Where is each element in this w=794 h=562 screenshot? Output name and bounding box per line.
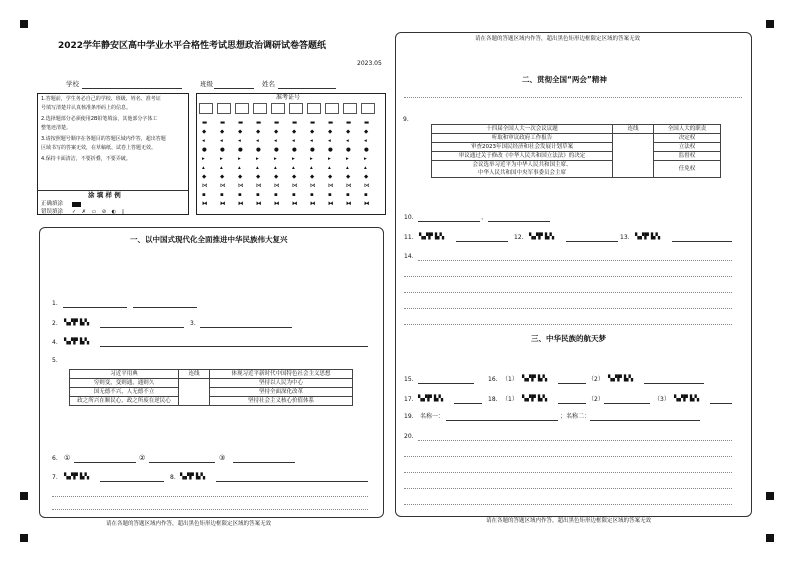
right-footer-note: 请在各题的答题区域内作答，超出黑色矩形边框限定区域的答案无效 xyxy=(486,518,652,524)
exam-digit-bubble[interactable]: ▬ xyxy=(364,120,370,126)
exam-digit-bubble[interactable]: ● xyxy=(292,147,297,153)
q3-answer[interactable] xyxy=(200,327,292,328)
exam-digit-bubble[interactable]: ◆ xyxy=(238,129,243,135)
exam-number-cell[interactable] xyxy=(307,103,321,114)
exam-digit-bubble[interactable]: ● xyxy=(238,147,243,153)
exam-digit-bubble[interactable]: ▸ xyxy=(346,156,349,162)
q16-part-1-label: （1） xyxy=(502,376,518,383)
q14-label: 14. xyxy=(404,253,414,260)
q7-number: 7. xyxy=(52,474,58,481)
exam-digit-bubble[interactable]: ▪ xyxy=(220,192,224,198)
q19-number: 19. xyxy=(404,413,414,420)
answer-line[interactable] xyxy=(404,276,732,277)
exam-digit-bubble[interactable]: ▴ xyxy=(292,165,295,171)
exam-digit-bubble[interactable]: ◆ xyxy=(292,129,297,135)
exam-digit-bubble[interactable]: ◆ xyxy=(346,129,351,135)
q16-part-1-choice-icon[interactable]: ▚▞▛ ▙▚ xyxy=(522,375,548,382)
exam-number-label: 准考证号 xyxy=(276,94,301,101)
q4-answer[interactable] xyxy=(100,346,368,347)
q16-part-1-answer[interactable] xyxy=(558,383,586,384)
exam-digit-bubble[interactable]: ◂ xyxy=(292,138,295,144)
q12-choice-bubbles-icon[interactable]: ▚▞▛ ▙▚ xyxy=(529,233,555,240)
answer-line[interactable] xyxy=(404,292,732,293)
q13-answer[interactable] xyxy=(672,241,732,242)
q6-circle-3: ③ xyxy=(219,454,226,462)
exam-digit-bubble[interactable]: ◆ xyxy=(346,174,351,180)
exam-number-cell[interactable] xyxy=(325,103,339,114)
exam-digit-bubble[interactable]: ⧓ xyxy=(328,201,334,207)
right-answer-region xyxy=(395,32,752,517)
exam-digit-bubble[interactable]: ⋈ xyxy=(364,183,370,189)
exam-digit-bubble[interactable]: ▪ xyxy=(328,192,332,198)
section2-divider xyxy=(404,97,742,98)
q19-name2-answer[interactable] xyxy=(590,420,700,421)
exam-digit-bubble[interactable]: ◂ xyxy=(220,138,223,144)
exam-digit-bubble[interactable]: ◂ xyxy=(310,138,313,144)
q5-thought: 坚持以人民为中心 xyxy=(210,379,353,388)
exam-digit-bubble[interactable]: ▸ xyxy=(256,156,259,162)
q16-part-2-choice-icon[interactable]: ▚▞▛ ▙▚ xyxy=(608,375,634,382)
exam-digit-bubble[interactable]: ▪ xyxy=(202,192,206,198)
exam-digit-bubble[interactable]: ◆ xyxy=(274,129,279,135)
exam-number-cell[interactable] xyxy=(235,103,249,114)
note-line: 3.请按照题号顺序在各题目的答题区域内作答，超出答题 xyxy=(41,136,166,142)
exam-digit-bubble[interactable]: ◆ xyxy=(364,174,369,180)
q1-answer-b[interactable] xyxy=(133,307,197,308)
q8-choice-bubbles-icon[interactable]: ▚▞▛ ▙▚ xyxy=(180,473,206,480)
answer-line[interactable] xyxy=(404,472,732,473)
note-line: 区域书写的答案无效，在草稿纸、试卷上答题无效。 xyxy=(41,145,157,151)
exam-digit-bubble[interactable]: ◆ xyxy=(220,174,225,180)
exam-digit-bubble[interactable]: ▴ xyxy=(220,165,223,171)
exam-digit-bubble[interactable]: ▬ xyxy=(274,120,280,126)
q17-number: 17. xyxy=(404,396,414,403)
exam-digit-bubble[interactable]: ◆ xyxy=(202,174,207,180)
exam-digit-bubble[interactable]: ◆ xyxy=(328,174,333,180)
q12-answer[interactable] xyxy=(566,241,618,242)
q6-circle-2: ② xyxy=(139,454,146,462)
q11-number: 11. xyxy=(404,234,414,241)
correct-fill-label: 正确填涂 xyxy=(41,201,64,207)
q9-number: 9. xyxy=(403,116,409,123)
q9-duty: 监督权 xyxy=(654,152,721,161)
q11-answer[interactable] xyxy=(456,241,508,242)
q6-answer-1[interactable] xyxy=(74,462,136,463)
q18-part-1-answer[interactable] xyxy=(558,403,586,404)
exam-digit-bubble[interactable]: ▴ xyxy=(202,165,205,171)
exam-digit-bubble[interactable]: ▴ xyxy=(328,165,331,171)
exam-number-cell[interactable] xyxy=(271,103,285,114)
exam-digit-bubble[interactable]: ⋈ xyxy=(274,183,280,189)
q2-number: 2. xyxy=(52,320,58,327)
correct-fill-sample xyxy=(72,202,81,207)
q18-part-1-label: （1） xyxy=(502,396,518,403)
q20-number: 20. xyxy=(404,433,414,440)
exam-digit-bubble[interactable]: ▸ xyxy=(220,156,223,162)
exam-number-cell[interactable] xyxy=(289,103,303,114)
registration-mark-mid-left xyxy=(20,492,28,500)
q19-name1-answer[interactable] xyxy=(446,420,558,421)
page-title: 2022学年静安区高中学业水平合格性考试思想政治调研试卷答题纸 xyxy=(58,41,327,51)
q4-choice-bubbles-icon[interactable]: ▚▞▛ ▙▚ xyxy=(64,338,90,345)
q1-number: 1. xyxy=(52,300,58,307)
answer-line[interactable] xyxy=(404,504,732,505)
exam-digit-bubble[interactable]: ● xyxy=(256,147,261,153)
q9-duty: 立法权 xyxy=(654,143,721,152)
q9-topic: 中华人民共和国中央军事委员会主席 xyxy=(432,169,613,178)
exam-digit-bubble[interactable]: ▴ xyxy=(364,165,367,171)
q5-header-quote: 习近平用典 xyxy=(70,370,179,379)
exam-digit-bubble[interactable]: ● xyxy=(202,147,207,153)
q19-name1-label: 名称一： xyxy=(420,413,445,420)
q5-matching-table xyxy=(69,369,353,406)
exam-digit-bubble[interactable]: ◆ xyxy=(328,129,333,135)
exam-digit-bubble[interactable]: ▸ xyxy=(328,156,331,162)
q15-answer[interactable] xyxy=(418,383,474,384)
q5-thought: 坚持社会主义核心价值体系 xyxy=(210,397,353,406)
q9-duty: 任免权 xyxy=(654,161,721,178)
exam-digit-bubble[interactable]: ● xyxy=(364,147,369,153)
name-label: 姓名 xyxy=(262,80,275,88)
section2-title: 二、贯彻全国“两会”精神 xyxy=(522,75,607,84)
q17-answer[interactable] xyxy=(454,403,482,404)
q6-answer-2[interactable] xyxy=(149,462,215,463)
q16-part-2-label: （2） xyxy=(588,376,604,383)
exam-digit-bubble[interactable]: ▴ xyxy=(274,165,277,171)
q5-number: 5. xyxy=(52,357,58,364)
exam-digit-bubble[interactable]: ⋈ xyxy=(202,183,208,189)
q2-choice-bubbles-icon[interactable]: ▚▞▛ ▙▚ xyxy=(64,319,90,326)
q10-separator: 、 xyxy=(481,214,488,221)
exam-digit-bubble[interactable]: ▸ xyxy=(364,156,367,162)
q9-matching-table xyxy=(431,124,721,178)
exam-digit-bubble[interactable]: ▪ xyxy=(274,192,278,198)
exam-digit-bubble[interactable]: ⧓ xyxy=(238,201,244,207)
note-line: 4.保持卡面清洁，不要折叠，不要弄破。 xyxy=(41,156,131,162)
exam-digit-bubble[interactable]: ◂ xyxy=(346,138,349,144)
q13-choice-bubbles-icon[interactable]: ▚▞▛ ▙▚ xyxy=(635,233,661,240)
exam-digit-bubble[interactable]: ⧓ xyxy=(220,201,226,207)
exam-digit-bubble[interactable]: ▬ xyxy=(256,120,262,126)
q18-part-1-choice-icon[interactable]: ▚▞▛ ▙▚ xyxy=(522,395,548,402)
exam-digit-bubble[interactable]: ▴ xyxy=(310,165,313,171)
q9-link-area[interactable] xyxy=(613,134,654,178)
answer-line[interactable] xyxy=(418,260,732,261)
exam-digit-bubble[interactable]: ◂ xyxy=(202,138,205,144)
section1-title: 一、以中国式现代化全面推进中华民族伟大复兴 xyxy=(130,235,288,244)
exam-number-cell[interactable] xyxy=(343,103,357,114)
exam-digit-bubble[interactable]: ◆ xyxy=(274,174,279,180)
q6-circle-1: ① xyxy=(64,454,71,462)
exam-digit-bubble[interactable]: ◆ xyxy=(310,129,315,135)
exam-digit-bubble[interactable]: ▬ xyxy=(328,120,334,126)
exam-digit-bubble[interactable]: ▪ xyxy=(238,192,242,198)
exam-digit-bubble[interactable]: ◂ xyxy=(238,138,241,144)
exam-number-cell[interactable] xyxy=(217,103,231,114)
q5-quote: 国无德不兴，人无德不立 xyxy=(70,388,179,397)
exam-digit-bubble[interactable]: ◆ xyxy=(238,174,243,180)
exam-digit-bubble[interactable]: ▬ xyxy=(220,120,226,126)
exam-digit-bubble[interactable]: ▬ xyxy=(346,120,352,126)
q18-part-3-answer[interactable] xyxy=(710,403,732,404)
answer-line[interactable] xyxy=(404,324,732,325)
q18-part-3-choice-icon[interactable]: ▚▞▛ ▙▚ xyxy=(674,395,700,402)
exam-digit-bubble[interactable]: ⋈ xyxy=(328,183,334,189)
q15-number: 15. xyxy=(404,376,414,383)
exam-digit-bubble[interactable]: ● xyxy=(274,147,279,153)
answer-line[interactable] xyxy=(404,308,732,309)
exam-number-cell[interactable] xyxy=(199,103,213,114)
exam-digit-bubble[interactable]: ▴ xyxy=(346,165,349,171)
exam-digit-bubble[interactable]: ● xyxy=(346,147,351,153)
q9-topic: 听取和审议政府工作报告 xyxy=(432,134,613,143)
exam-digit-bubble[interactable]: ⋈ xyxy=(220,183,226,189)
q4-number: 4. xyxy=(52,339,58,346)
q8-number: 8. xyxy=(170,474,176,481)
q16-number: 16. xyxy=(488,376,498,383)
exam-digit-bubble[interactable]: ⧓ xyxy=(202,201,208,207)
q10-number: 10. xyxy=(404,214,414,221)
exam-digit-bubble[interactable]: ▪ xyxy=(292,192,296,198)
exam-digit-bubble[interactable]: ▸ xyxy=(274,156,277,162)
q9-topic: 审查2023年国民经济和社会发展计划草案 xyxy=(432,143,613,152)
exam-digit-bubble[interactable]: ⧓ xyxy=(274,201,280,207)
exam-digit-bubble[interactable]: ◂ xyxy=(328,138,331,144)
exam-digit-bubble[interactable]: ◆ xyxy=(364,129,369,135)
exam-digit-bubble[interactable]: ⋈ xyxy=(238,183,244,189)
q5-quote: 政之所兴在顺民心，政之所废在逆民心 xyxy=(70,397,179,406)
registration-mark-bottom-left xyxy=(20,534,28,542)
exam-digit-bubble[interactable]: ⋈ xyxy=(292,183,298,189)
q17-choice-bubbles-icon[interactable]: ▚▞▛ ▙▚ xyxy=(418,395,444,402)
q7-choice-bubbles-icon[interactable]: ▚▞▛ ▙▚ xyxy=(64,473,90,480)
q9-header-topic: 十四届全国人大一次会议议题 xyxy=(432,125,613,134)
exam-digit-bubble[interactable]: ▸ xyxy=(310,156,313,162)
q5-link-area[interactable] xyxy=(179,379,210,406)
exam-digit-bubble[interactable]: ⋈ xyxy=(346,183,352,189)
registration-mark-mid-right xyxy=(766,492,774,500)
q18-number: 18. xyxy=(488,396,498,403)
q1-answer-a[interactable] xyxy=(63,307,127,308)
q7-answer[interactable] xyxy=(100,481,164,482)
q6-number: 6. xyxy=(52,455,58,462)
q18-part-3-label: （3） xyxy=(654,396,670,403)
fill-sample-title: 涂 填 样 例 xyxy=(88,191,121,199)
exam-digit-bubble[interactable]: ◆ xyxy=(292,174,297,180)
registration-mark-top-left xyxy=(20,20,28,28)
exam-digit-bubble[interactable]: ● xyxy=(220,147,225,153)
exam-digit-bubble[interactable]: ● xyxy=(310,147,315,153)
q16-part-2-answer[interactable] xyxy=(644,383,704,384)
exam-digit-bubble[interactable]: ▪ xyxy=(256,192,260,198)
exam-digit-bubble[interactable]: ▪ xyxy=(346,192,350,198)
note-line: 整笔迹清楚。 xyxy=(41,125,72,131)
exam-digit-bubble[interactable]: ⋈ xyxy=(310,183,316,189)
wrong-fill-samples: ✓ ✗ ▭ ⊘ ◐ ▯ xyxy=(72,209,127,215)
class-field[interactable] xyxy=(214,88,254,89)
section3-title: 三、中华民族的航天梦 xyxy=(531,334,606,343)
exam-digit-bubble[interactable]: ⧓ xyxy=(346,201,352,207)
note-line: 1.答题前，学生务必自己的学校、班级、姓名、准考证 xyxy=(41,96,161,102)
answer-line[interactable] xyxy=(52,509,368,510)
exam-digit-bubble[interactable]: ◆ xyxy=(310,174,315,180)
exam-digit-bubble[interactable]: ▪ xyxy=(310,192,314,198)
exam-digit-bubble[interactable]: ◂ xyxy=(256,138,259,144)
exam-date: 2023.05 xyxy=(357,60,382,67)
exam-digit-bubble[interactable]: ◆ xyxy=(202,129,207,135)
exam-digit-bubble[interactable]: ▬ xyxy=(292,120,298,126)
q12-number: 12. xyxy=(514,234,524,241)
q6-answer-3[interactable] xyxy=(233,462,295,463)
school-field[interactable] xyxy=(82,88,182,89)
registration-mark-top-right xyxy=(766,20,774,28)
exam-digit-bubble[interactable]: ⧓ xyxy=(292,201,298,207)
exam-digit-bubble[interactable]: ◆ xyxy=(256,174,261,180)
q9-duty: 决定权 xyxy=(654,134,721,143)
q19-name2-label: ；名称二： xyxy=(560,413,591,420)
q5-quote: 穷则变，变则通，通则久 xyxy=(70,379,179,388)
answer-line[interactable] xyxy=(52,496,368,497)
q8-answer[interactable] xyxy=(216,481,368,482)
exam-digit-bubble[interactable]: ⧓ xyxy=(256,201,262,207)
exam-digit-bubble[interactable]: ▪ xyxy=(364,192,368,198)
q18-part-2-label: （2） xyxy=(588,396,604,403)
exam-number-cell[interactable] xyxy=(253,103,267,114)
exam-digit-bubble[interactable]: ▸ xyxy=(202,156,205,162)
exam-digit-bubble[interactable]: ◆ xyxy=(256,129,261,135)
q5-thought: 坚持全面深化改革 xyxy=(210,388,353,397)
exam-digit-bubble[interactable]: ▬ xyxy=(202,120,208,126)
note-line: 2.选择题部分必须使用2B铅笔填涂，其他部分字体工 xyxy=(41,116,158,122)
exam-digit-bubble[interactable]: ◂ xyxy=(274,138,277,144)
name-field[interactable] xyxy=(278,88,336,89)
q5-header-thought: 体现习近平新时代中国特色社会主义思想 xyxy=(210,370,353,379)
q13-number: 13. xyxy=(620,234,630,241)
exam-digit-bubble[interactable]: ▸ xyxy=(238,156,241,162)
exam-number-cell[interactable] xyxy=(361,103,375,114)
exam-digit-bubble[interactable]: ⧓ xyxy=(364,201,370,207)
q2-answer[interactable] xyxy=(100,327,184,328)
q18-part-2-answer[interactable] xyxy=(604,403,650,404)
registration-mark-bottom-right xyxy=(766,534,774,542)
exam-digit-bubble[interactable]: ⋈ xyxy=(256,183,262,189)
class-label: 班级 xyxy=(200,80,213,88)
answer-line[interactable] xyxy=(404,456,732,457)
exam-digit-bubble[interactable]: ● xyxy=(328,147,333,153)
school-label: 学校 xyxy=(66,80,79,88)
exam-digit-bubble[interactable]: ▬ xyxy=(238,120,244,126)
q9-header-duty: 全国人大的职责 xyxy=(654,125,721,134)
exam-digit-bubble[interactable]: ◆ xyxy=(220,129,225,135)
q9-header-link: 连线 xyxy=(613,125,654,134)
wrong-fill-label: 错误填涂 xyxy=(41,209,64,215)
exam-digit-bubble[interactable]: ◂ xyxy=(364,138,367,144)
q11-choice-bubbles-icon[interactable]: ▚▞▛ ▙▚ xyxy=(419,233,445,240)
q10-answer-a[interactable] xyxy=(418,221,480,222)
answer-line[interactable] xyxy=(418,440,732,441)
q10-answer-b[interactable] xyxy=(488,221,550,222)
note-line: 号填写清楚并认真核准条形码上的信息。 xyxy=(41,105,132,111)
q9-topic: 审议通过关于修改《中华人民共和国立法法》的决定 xyxy=(432,152,613,161)
right-header-note: 请在各题的答题区域内作答，超出黑色矩形边框限定区域的答案无效 xyxy=(475,36,641,42)
exam-digit-bubble[interactable]: ⧓ xyxy=(310,201,316,207)
exam-digit-bubble[interactable]: ▬ xyxy=(310,120,316,126)
exam-digit-bubble[interactable]: ▴ xyxy=(256,165,259,171)
exam-digit-bubble[interactable]: ▴ xyxy=(238,165,241,171)
q5-header-link: 连线 xyxy=(179,370,210,379)
q9-topic: 会议选举习近平为中华人民共和国主席、 xyxy=(432,161,613,170)
left-footer-note: 请在各题的答题区域内作答，超出黑色矩形边框限定区域的答案无效 xyxy=(106,521,272,527)
q3-number: 3. xyxy=(190,320,196,327)
answer-line[interactable] xyxy=(404,488,732,489)
exam-digit-bubble[interactable]: ▸ xyxy=(292,156,295,162)
